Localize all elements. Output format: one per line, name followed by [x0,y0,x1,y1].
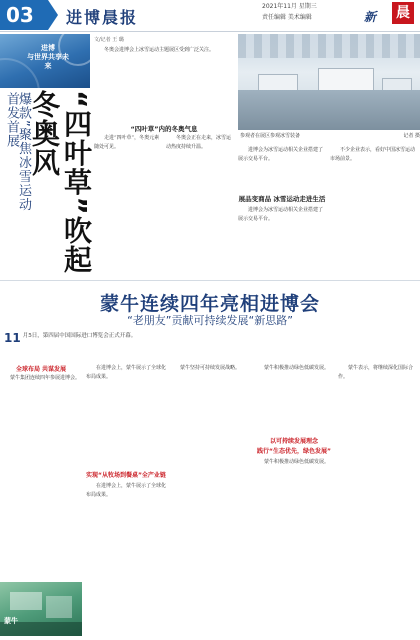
section-title: 进博晨报 [66,8,139,27]
feature-subhead-1: “四叶草”内的冬奥气息 [130,125,198,133]
lower-col-4b [254,458,334,634]
lower-lead [4,332,416,358]
lower-subhead-2: 实现“从牧场到餐桌”全产业链 [86,472,166,479]
exhibition-hall-photo [238,34,420,130]
newspaper-logo [364,2,414,28]
page-number: 03 [0,0,48,30]
lower-subhead-3: 以可持续发展理念 [269,438,318,445]
feature-intro-text: 冬奥会进博会上冰雪运动主题展区受到广泛关注。 [104,47,215,53]
feature-col-4 [330,146,418,276]
vertical-subtitle-line1: 首发首展 [4,92,19,148]
feature-subhead-2: 展品变商品 冰雪运动走进生活 [238,195,326,203]
lower-col-4-text: 蒙牛积极推动绿色低碳发展。 [264,365,330,371]
lower-col-4 [254,364,334,434]
feature-col-4-text: 不少企业表示，看好中国冰雪运动市场前景。 [330,147,416,162]
feature-col-1-text: 走进“四叶草”，冬奥元素随处可见。 [94,135,160,150]
lower-col-3 [170,364,250,634]
lower-col-5-text: 蒙牛表示，将继续深化国际合作。 [338,365,414,380]
lead-drop-cap: 11 [4,332,21,345]
booth-photo-label: 蒙牛 [4,617,18,625]
lower-col-2b-text: 在进博会上，蒙牛展示了全球化布局成果。 [86,483,166,498]
editor-line: 责任编辑 美术编辑 [262,14,312,21]
lower-subhead-1: 全球布局 共谋发展 [15,366,67,373]
expo-logo-caption-line2: 与世界共享未来 [27,53,69,70]
expo-logo-caption-line1: 进博 [41,44,55,52]
photo-caption [240,132,420,139]
lower-subheadline: “老朋友”贡献可持续发展“新思路” [127,314,293,327]
lower-col-1-text: 蒙牛集团连续四年参展进博会。 [10,375,81,381]
lead-text: 月5日，第四届中国国际进口博览会正式开幕。 [22,333,137,339]
lower-col-5 [338,364,418,634]
lower-col-3-text: 蒙牛坚持可持续发展战略。 [180,365,241,371]
feature-col-2 [166,134,234,274]
masthead [0,0,420,32]
vertical-headline: “四叶草”吹起冬奥风 [28,90,93,274]
lower-col-2 [86,364,166,468]
feature-article [0,34,420,280]
expo-logo-caption [26,44,70,71]
lower-headline: 蒙牛连续四年亮相进博会 [99,293,320,315]
winter-sports-photo [0,34,90,88]
lower-col-2b [86,482,166,634]
company-booth-photo [0,582,82,636]
feature-col-3b [238,206,326,276]
lower-col-1 [0,374,82,580]
lower-col-2-text: 在进博会上，蒙牛展示了全球化布局成果。 [86,365,166,380]
section-divider [0,280,420,281]
photo-credit: 记者 摄 [403,133,420,139]
byline: 文/记者 王 璐 [94,37,124,43]
feature-col-1 [94,134,162,274]
photo-caption-text: 参观者在展区参观冰雪装备 [240,133,301,139]
newspaper-logo-text: 新 [364,10,377,24]
date-line: 2021年11月 星期三 [262,3,317,10]
lower-col-4b-text: 蒙牛积极推动绿色低碳发展。 [264,459,330,465]
feature-col-3b-text: 进博会为冰雪运动相关企业搭建了展示交易平台。 [238,207,324,222]
feature-intro [94,46,234,116]
feature-col-3 [238,146,326,186]
feature-col-2-text: 冬奥会正在走来，冰雪运动热度持续升温。 [166,135,232,150]
newspaper-logo-box: 晨 [392,2,414,24]
feature-col-3-text: 进博会为冰雪运动相关企业搭建了展示交易平台。 [238,147,324,162]
vertical-subtitle-line2: 爆款”聚焦冰雪运动 [16,92,31,212]
lower-subhead-4: 践行“生态优先，绿色发展” [257,448,331,455]
